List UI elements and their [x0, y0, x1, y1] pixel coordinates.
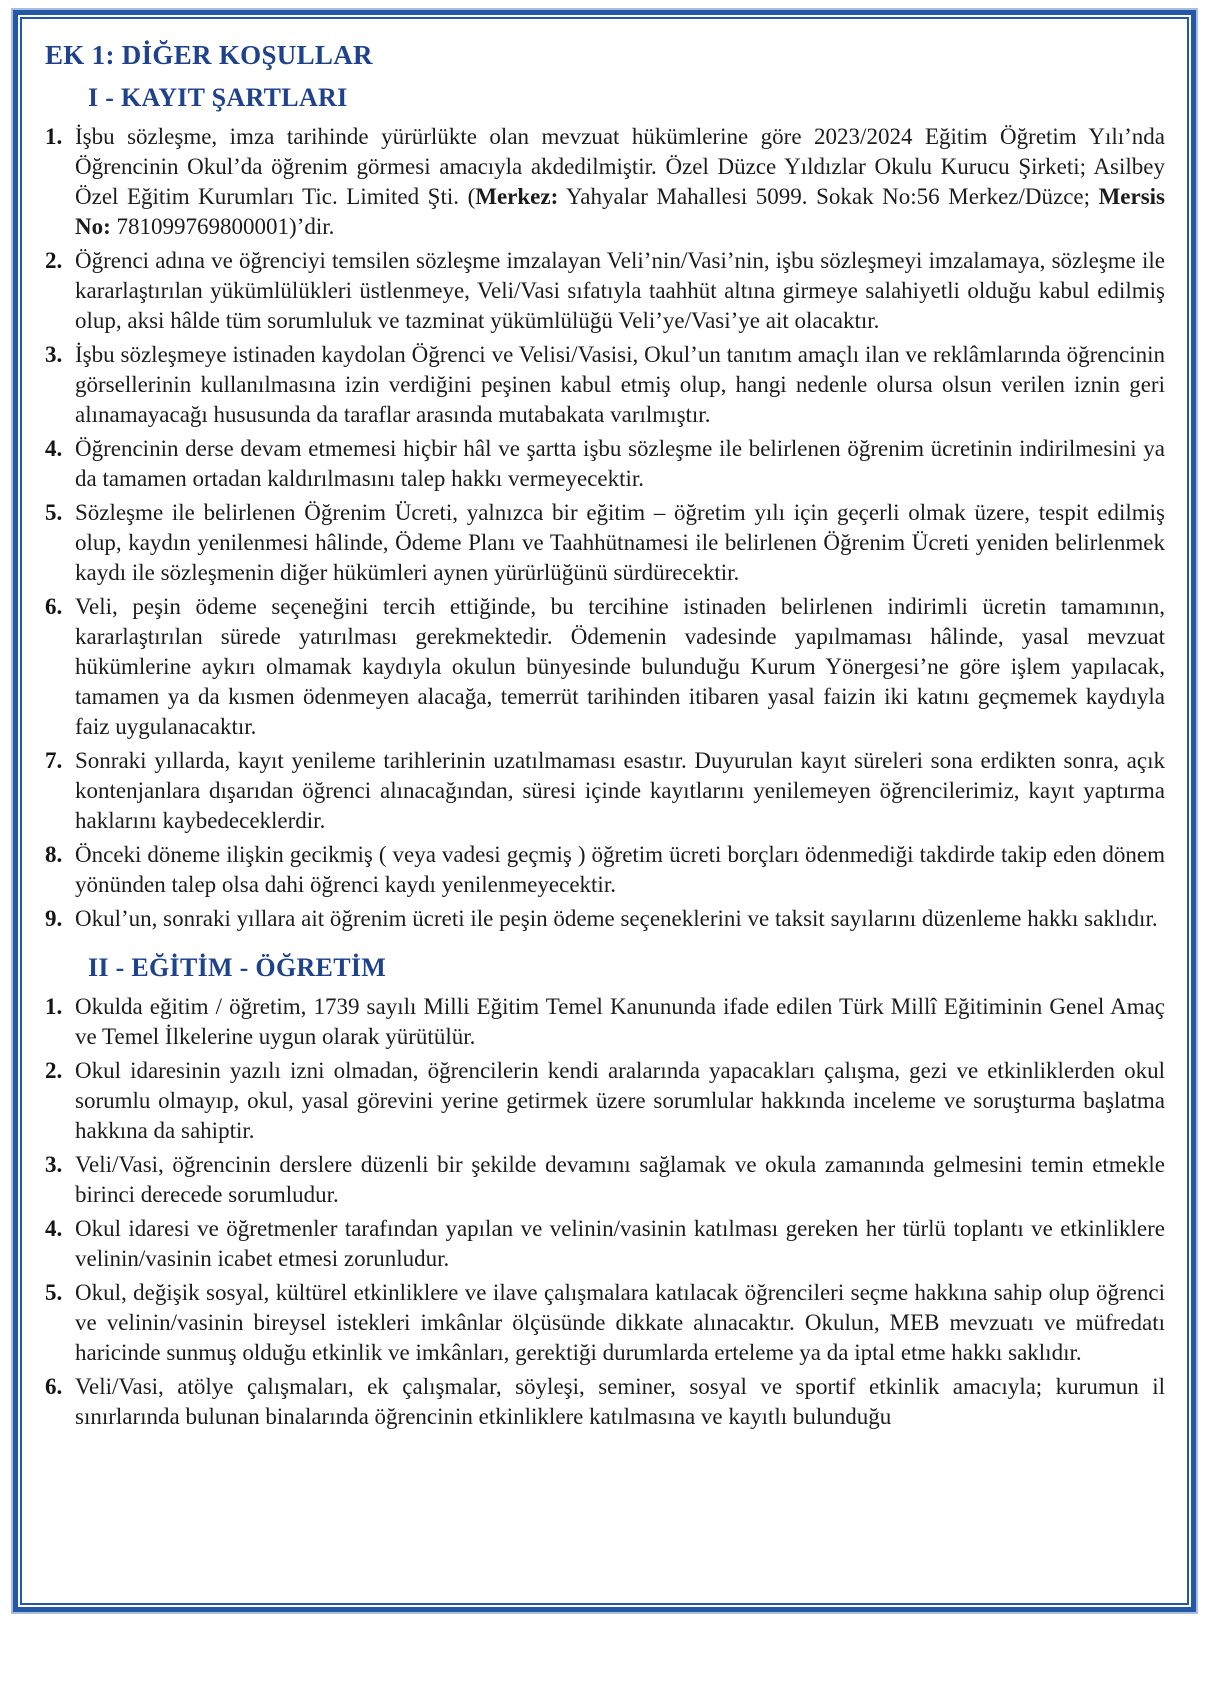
contract-clause	[45, 434, 1165, 494]
clause-number: 6.	[45, 1374, 63, 1399]
contract-clause	[45, 246, 1165, 336]
clause-text-run: Veli, peşin ödeme seçeneğini tercih ettiğinde, bu tercihine istinaden belirlenen indirimli ücretin tamamının, kararlaştırılan sürede yatırılması gerekmektedir. Ödemenin vadesinde yapılmaması hâlinde, yasal mevzuat hükümlerine aykırı olmamak kaydıyla okulun bünyesinde bulunduğu Kurum Yönergesi’ne göre işlem yapılacak, tamamen ya da kısmen ödenmeyen alacağa, temerrüt tarihinden itibaren yasal faizin iki katını geçmemek kaydıyla faiz uygulanacaktır.	[75, 594, 1165, 739]
clause-text-run: Öğrenci adına ve öğrenciyi temsilen sözleşme imzalayan Veli’nin/Vasi’nin, işbu sözleşmeyi imzalamaya, sözleşme ile kararlaştırılan yükümlülükleri üstlenmeye, Veli/Vasi sıfatıyla taahhüt altına girmeye salahiyetli olduğu kabul edilmiş olup, aksi hâlde tüm sorumluluk ve tazminat yükümlülüğü Veli’ye/Vasi’ye ait olacaktır.	[75, 248, 1165, 333]
clause-text-run: Sonraki yıllarda, kayıt yenileme tarihlerinin uzatılmaması esastır. Duyurulan kayıt süreleri sona erdikten sonra, açık kontenjanlara dışarıdan öğrenci alınacağından, süresi içinde kayıtlarını yenilemeyen öğrencilerimiz, kayıt yaptırma haklarını kaybedeceklerdir.	[75, 748, 1165, 833]
contract-clause	[45, 992, 1165, 1052]
document-title: EK 1: DİĞER KOŞULLAR	[45, 40, 373, 70]
clause-text-run: Okul, değişik sosyal, kültürel etkinliklere ve ilave çalışmalara katılacak öğrencileri seçme hakkına sahip olup öğrenci ve velinin/vasinin bireysel istekleri imkânlar ölçüsünde dikkate alınacaktır. Okulun, MEB mevzuatı ve müfredatı haricinde sunmuş olduğu etkinlik ve imkânları, gerektiği durumlarda erteleme ya da iptal etme hakkı saklıdır.	[75, 1280, 1165, 1365]
clause-text	[75, 906, 1158, 931]
clause-text	[75, 994, 1165, 1049]
clause-text-bold-run: Merkez:	[475, 184, 559, 209]
clause-number: 1.	[45, 994, 63, 1019]
clause-text	[75, 1152, 1165, 1207]
clause-text-bold-run: Mersis No:	[75, 184, 1166, 239]
clause-text-run: 781099769800001)’dir.	[110, 214, 335, 239]
clause-text	[75, 594, 1165, 739]
clause-number: 7.	[45, 748, 63, 773]
clause-text-run: Okul idaresi ve öğretmenler tarafından yapılan ve velinin/vasinin katılması gereken her türlü toplantı ve etkinliklere velinin/vasinin icabet etmesi zorunludur.	[75, 1216, 1165, 1271]
clause-text-run: Okul idaresinin yazılı izni olmadan, öğrencilerin kendi aralarında yapacakları çalışma, gezi ve etkinliklerden okul sorumlu olmayıp, okul, yasal görevini yerine getirmek üzere sorumlular hakkında inceleme ve soruşturma başlatma hakkına da sahiptir.	[75, 1058, 1165, 1143]
contract-clause	[45, 1150, 1165, 1210]
clause-number: 3.	[45, 1152, 63, 1177]
clause-number: 4.	[45, 1216, 63, 1241]
clause-text-run: Veli/Vasi, atölye çalışmaları, ek çalışmalar, söyleşi, seminer, sosyal ve sportif etkinlik amacıyla; kurumun il sınırlarında bulunan binalarında öğrencinin etkinliklere katılmasına ve kayıtlı bulunduğu	[75, 1374, 1165, 1429]
clause-text-run: İşbu sözleşmeye istinaden kaydolan Öğrenci ve Velisi/Vasisi, Okul’un tanıtım amaçlı ilan ve reklâmlarında öğrencinin görsellerinin kullanılmasına izin verdiğini peşinen kabul etmiş olup, hangi nedenle olursa olsun verilen iznin geri alınamayacağı hususunda da taraflar arasında mutabakata varılmıştır.	[75, 342, 1165, 427]
clause-number: 6.	[45, 594, 63, 619]
contract-clause	[45, 592, 1165, 742]
clause-text	[75, 248, 1165, 333]
clause-text	[75, 748, 1165, 833]
contract-clause	[45, 1056, 1165, 1146]
clause-number: 8.	[45, 842, 63, 867]
page-border	[13, 10, 1196, 1612]
section-heading: I - KAYIT ŞARTLARI	[88, 83, 348, 112]
clause-text-run: Öğrencinin derse devam etmemesi hiçbir hâl ve şartta işbu sözleşme ile belirlenen öğrenim ücretinin indirilmesini ya da tamamen ortadan kaldırılmasını talep hakkı vermeyecektir.	[75, 436, 1165, 491]
clause-text	[75, 500, 1165, 585]
clause-number: 1.	[45, 124, 63, 149]
clause-text-run: Okulda eğitim / öğretim, 1739 sayılı Milli Eğitim Temel Kanununda ifade edilen Türk Millî Eğitiminin Genel Amaç ve Temel İlkelerine uygun olarak yürütülür.	[75, 994, 1165, 1049]
clause-text	[75, 1216, 1165, 1271]
clause-number: 4.	[45, 436, 63, 461]
clause-number: 9.	[45, 906, 63, 931]
clause-text-run: Okul’un, sonraki yıllara ait öğrenim ücreti ile peşin ödeme seçeneklerini ve taksit sayılarını düzenleme hakkı saklıdır.	[75, 906, 1158, 931]
clause-text	[75, 124, 1165, 239]
clause-text	[75, 1374, 1165, 1429]
contract-clause	[45, 122, 1165, 242]
page-inner-border	[20, 17, 1189, 1605]
clause-text	[75, 342, 1165, 427]
clause-number: 5.	[45, 1280, 63, 1305]
contract-clause	[45, 340, 1165, 430]
section-heading: II - EĞİTİM - ÖĞRETİM	[88, 953, 387, 982]
clause-number: 2.	[45, 248, 63, 273]
clause-text	[75, 436, 1165, 491]
clause-text-run: İşbu sözleşme, imza tarihinde yürürlükte olan mevzuat hükümlerine göre 2023/2024 Eğitim Öğretim Yılı’nda Öğrencinin Okul’da öğrenim görmesi amacıyla akdedilmiştir. Özel Düzce Yıldızlar Okulu Kurucu Şirketi; Asilbey Özel Eğitim Kurumları Tic. Limited Şti. (	[75, 124, 1165, 209]
document-body	[45, 83, 1165, 1432]
clause-text	[75, 1280, 1165, 1365]
clause-text	[75, 842, 1165, 897]
contract-clause	[45, 1278, 1165, 1368]
clause-text-run: Sözleşme ile belirlenen Öğrenim Ücreti, yalnızca bir eğitim – öğretim yılı için geçerli olmak üzere, tespit edilmiş olup, kaydın yenilenmesi hâlinde, Ödeme Planı ve Taahhütnamesi ile belirlenen Öğrenim Ücreti yeniden belirlenmek kaydı ile sözleşmenin diğer hükümleri aynen yürürlüğünü sürdürecektir.	[75, 500, 1165, 585]
clause-text-run: Veli/Vasi, öğrencinin derslere düzenli bir şekilde devamını sağlamak ve okula zamanında gelmesini temin etmekle birinci derecede sorumludur.	[75, 1152, 1165, 1207]
clause-number: 3.	[45, 342, 63, 367]
clause-number: 5.	[45, 500, 63, 525]
contract-clause	[45, 1214, 1165, 1274]
clause-text-run: Yahyalar Mahallesi 5099. Sokak No:56 Merkez/Düzce;	[558, 184, 1099, 209]
contract-clause	[45, 746, 1165, 836]
contract-clause	[45, 840, 1165, 900]
contract-clause	[45, 904, 1165, 934]
contract-clause	[45, 1372, 1165, 1432]
contract-clause	[45, 498, 1165, 588]
clause-text-run: Önceki döneme ilişkin gecikmiş ( veya vadesi geçmiş ) öğretim ücreti borçları ödenmediği takdirde takip eden dönem yönünden talep olsa dahi öğrenci kaydı yenilenmeyecektir.	[75, 842, 1165, 897]
clause-number: 2.	[45, 1058, 63, 1083]
clause-text	[75, 1058, 1165, 1143]
